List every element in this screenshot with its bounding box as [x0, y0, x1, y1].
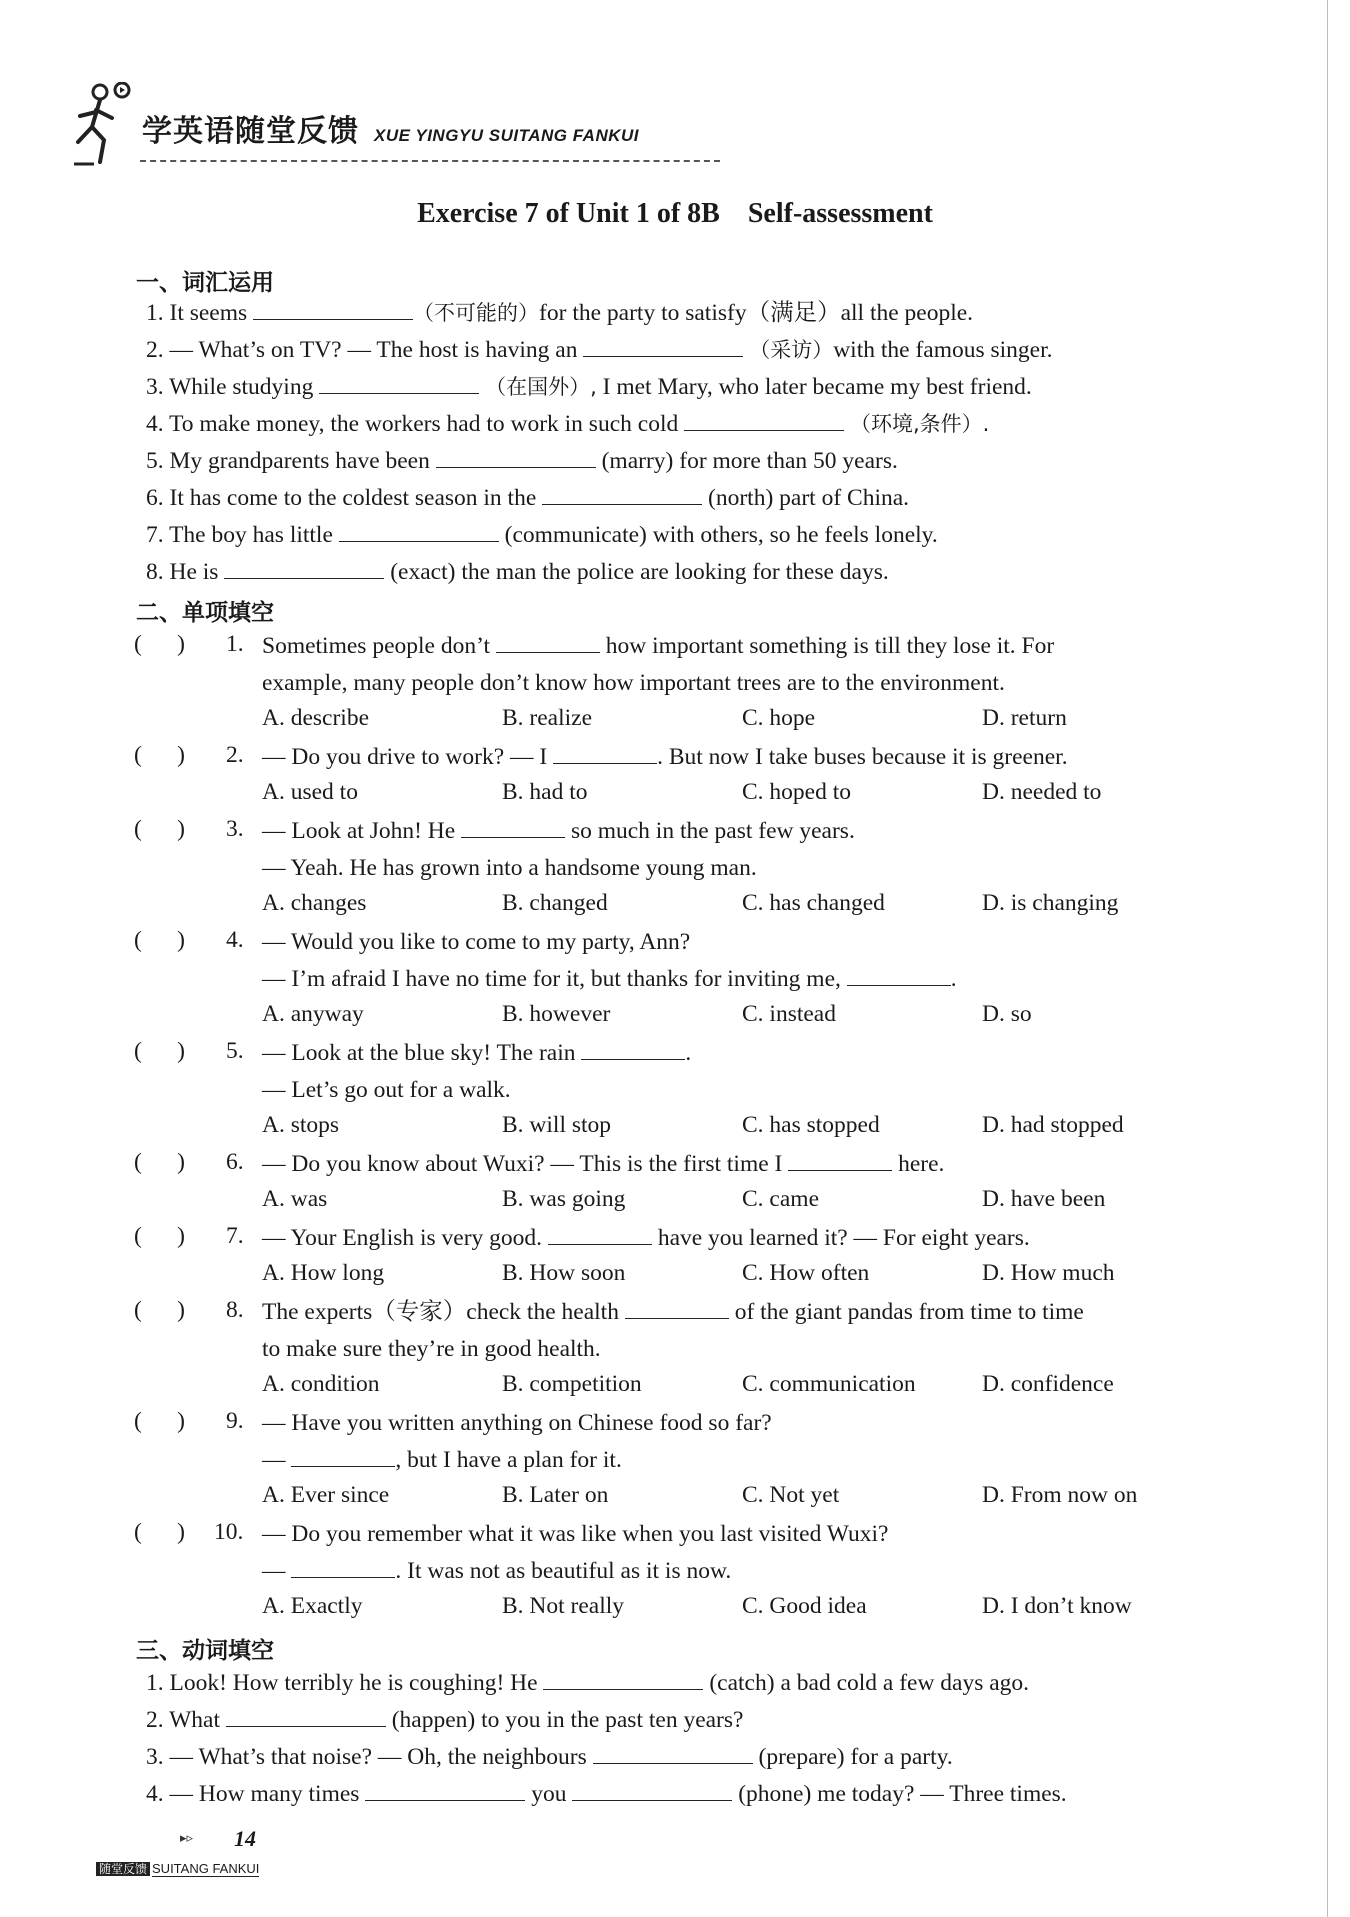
question-text: The experts（专家）check the health of the giant pandas from time to time: [262, 1299, 1084, 1325]
answer-blank[interactable]: [319, 373, 479, 394]
question-text: Sometimes people don’t how important something is till they lose it. For: [262, 633, 1055, 659]
s3-item-4: 4. — How many times you (phone) me today? — Three times.: [146, 1781, 1067, 1807]
option-b[interactable]: B. Later on: [502, 1482, 609, 1508]
option-a[interactable]: A. anyway: [262, 1001, 364, 1027]
option-a[interactable]: A. describe: [262, 705, 370, 731]
question-text: — I’m afraid I have no time for it, but thanks for inviting me, .: [262, 966, 957, 992]
runner-logo-icon: [70, 82, 132, 172]
option-d[interactable]: D. so: [982, 1001, 1032, 1027]
option-c[interactable]: C. hope: [742, 705, 816, 731]
option-c[interactable]: C. came: [742, 1186, 819, 1212]
answer-blank[interactable]: [593, 1743, 753, 1764]
question-text: — Do you remember what it was like when you last visited Wuxi?: [262, 1521, 889, 1547]
question-text: — Look at John! He so much in the past few years.: [262, 818, 855, 844]
header-divider: [140, 160, 720, 162]
question-text: example, many people don’t know how important trees are to the environment.: [262, 670, 1005, 696]
option-c[interactable]: C. has changed: [742, 890, 885, 916]
question-text: — Would you like to come to my party, Ann?: [262, 929, 691, 955]
option-b[interactable]: B. will stop: [502, 1112, 612, 1138]
question-text: — Yeah. He has grown into a handsome young man.: [262, 855, 757, 881]
question-text: — Have you written anything on Chinese food so far?: [262, 1410, 772, 1436]
question-text: — Do you know about Wuxi? — This is the first time I here.: [262, 1151, 945, 1177]
section2-heading: 二、单项填空: [136, 600, 274, 626]
title-sub: Self-assessment: [747, 198, 933, 229]
option-c[interactable]: C. Not yet: [742, 1482, 840, 1508]
answer-blank[interactable]: [684, 410, 844, 431]
option-b[interactable]: B. however: [502, 1001, 611, 1027]
question-text: — , but I have a plan for it.: [262, 1447, 622, 1473]
answer-bracket[interactable]: ( ): [134, 1297, 185, 1323]
arrow-icon: ▸▹: [180, 1830, 194, 1845]
question-number: 5.: [226, 1038, 244, 1064]
option-d[interactable]: D. confidence: [982, 1371, 1114, 1397]
answer-blank[interactable]: [224, 558, 384, 579]
option-a[interactable]: A. stops: [262, 1112, 340, 1138]
s1-item-1: 1. It seems （不可能的）for the party to satisfy（满足）all the people.: [146, 300, 974, 326]
answer-bracket[interactable]: ( ): [134, 927, 185, 953]
s3-item-3: 3. — What’s that noise? — Oh, the neighbours (prepare) for a party.: [146, 1744, 953, 1770]
option-a[interactable]: A. Exactly: [262, 1593, 363, 1619]
question-number: 1.: [226, 631, 244, 657]
header-pinyin-title: XUE YINGYU SUITANG FANKUI: [374, 126, 640, 145]
question-text: — Do you drive to work? — I . But now I take buses because it is greener.: [262, 744, 1068, 770]
answer-blank[interactable]: [553, 743, 657, 764]
s1-item-6: 6. It has come to the coldest season in the (north) part of China.: [146, 485, 910, 511]
page-edge-divider: [1327, 0, 1328, 1917]
answer-blank[interactable]: [226, 1706, 386, 1727]
option-d[interactable]: D. is changing: [982, 890, 1119, 916]
section3-heading: 三、动词填空: [136, 1638, 274, 1664]
header-cn-title: 学英语随堂反馈: [142, 114, 359, 149]
option-b[interactable]: B. competition: [502, 1371, 642, 1397]
option-c[interactable]: C. hoped to: [742, 779, 852, 805]
s1-item-5: 5. My grandparents have been (marry) for more than 50 years.: [146, 448, 898, 474]
option-b[interactable]: B. realize: [502, 705, 593, 731]
option-a[interactable]: A. condition: [262, 1371, 380, 1397]
page-footer: [96, 1826, 336, 1886]
answer-blank[interactable]: [583, 336, 743, 357]
option-b[interactable]: B. How soon: [502, 1260, 626, 1286]
title-main: Exercise 7 of Unit 1 of 8B: [417, 198, 720, 229]
answer-bracket[interactable]: ( ): [134, 631, 185, 657]
option-d[interactable]: D. return: [982, 705, 1067, 731]
answer-blank[interactable]: [339, 521, 499, 542]
question-number: 3.: [226, 816, 244, 842]
answer-blank[interactable]: [543, 1669, 703, 1690]
s1-item-2: 2. — What’s on TV? — The host is having an （采访）with the famous singer.: [146, 337, 1053, 363]
option-b[interactable]: B. had to: [502, 779, 588, 805]
question-text: to make sure they’re in good health.: [262, 1336, 601, 1362]
question-number: 8.: [226, 1297, 244, 1323]
answer-blank[interactable]: [461, 817, 565, 838]
option-b[interactable]: B. changed: [502, 890, 608, 916]
option-d[interactable]: D. have been: [982, 1186, 1106, 1212]
s1-item-8: 8. He is (exact) the man the police are looking for these days.: [146, 559, 889, 585]
answer-blank[interactable]: [291, 1557, 395, 1578]
question-text: — . It was not as beautiful as it is now.: [262, 1558, 732, 1584]
option-a[interactable]: A. used to: [262, 779, 358, 805]
page-number: 14: [234, 1826, 256, 1851]
s1-item-7: 7. The boy has little (communicate) with others, so he feels lonely.: [146, 522, 938, 548]
option-c[interactable]: C. instead: [742, 1001, 836, 1027]
answer-bracket[interactable]: ( ): [134, 1038, 185, 1064]
answer-blank[interactable]: [365, 1780, 525, 1801]
answer-blank[interactable]: [548, 1224, 652, 1245]
answer-bracket[interactable]: ( ): [134, 816, 185, 842]
s3-item-1: 1. Look! How terribly he is coughing! He (catch) a bad cold a few days ago.: [146, 1670, 1030, 1696]
option-c[interactable]: C. How often: [742, 1260, 870, 1286]
question-text: — Look at the blue sky! The rain .: [262, 1040, 692, 1066]
answer-bracket[interactable]: ( ): [134, 742, 185, 768]
answer-blank[interactable]: [253, 299, 413, 320]
option-b[interactable]: B. was going: [502, 1186, 626, 1212]
option-d[interactable]: D. From now on: [982, 1482, 1138, 1508]
answer-blank[interactable]: [291, 1446, 395, 1467]
question-number: 2.: [226, 742, 244, 768]
answer-blank[interactable]: [496, 632, 600, 653]
option-a[interactable]: A. Ever since: [262, 1482, 390, 1508]
s1-item-3: 3. While studying （在国外）, I met Mary, who later became my best friend.: [146, 374, 1032, 400]
answer-bracket[interactable]: ( ): [134, 1519, 185, 1545]
page-title: [0, 198, 1350, 230]
option-c[interactable]: C. Good idea: [742, 1593, 867, 1619]
option-d[interactable]: D. I don’t know: [982, 1593, 1132, 1619]
question-number: 7.: [226, 1223, 244, 1249]
answer-blank[interactable]: [625, 1298, 729, 1319]
answer-bracket[interactable]: ( ): [134, 1408, 185, 1434]
s1-item-4: 4. To make money, the workers had to work in such cold （环境,条件）.: [146, 411, 990, 437]
answer-blank[interactable]: [542, 484, 702, 505]
section1-heading: 一、词汇运用: [136, 270, 274, 296]
question-text: — Let’s go out for a walk.: [262, 1077, 511, 1103]
option-b[interactable]: B. Not really: [502, 1593, 625, 1619]
question-number: 4.: [226, 927, 244, 953]
option-c[interactable]: C. has stopped: [742, 1112, 880, 1138]
option-d[interactable]: D. had stopped: [982, 1112, 1124, 1138]
answer-blank[interactable]: [572, 1780, 732, 1801]
option-d[interactable]: D. How much: [982, 1260, 1115, 1286]
option-c[interactable]: C. communication: [742, 1371, 916, 1397]
option-d[interactable]: D. needed to: [982, 779, 1102, 805]
answer-blank[interactable]: [581, 1039, 685, 1060]
answer-blank[interactable]: [788, 1150, 892, 1171]
page-header: [70, 70, 670, 170]
answer-blank[interactable]: [436, 447, 596, 468]
question-number: 10.: [214, 1519, 244, 1545]
answer-blank[interactable]: [847, 965, 951, 986]
option-a[interactable]: A. was: [262, 1186, 328, 1212]
footer-badge: 随堂反馈 SUITANG FANKUI: [96, 1860, 259, 1877]
option-a[interactable]: A. How long: [262, 1260, 385, 1286]
answer-bracket[interactable]: ( ): [134, 1223, 185, 1249]
question-text: — Your English is very good. have you learned it? — For eight years.: [262, 1225, 1030, 1251]
question-number: 9.: [226, 1408, 244, 1434]
answer-bracket[interactable]: ( ): [134, 1149, 185, 1175]
option-a[interactable]: A. changes: [262, 890, 367, 916]
s3-item-2: 2. What (happen) to you in the past ten years?: [146, 1707, 744, 1733]
question-number: 6.: [226, 1149, 244, 1175]
